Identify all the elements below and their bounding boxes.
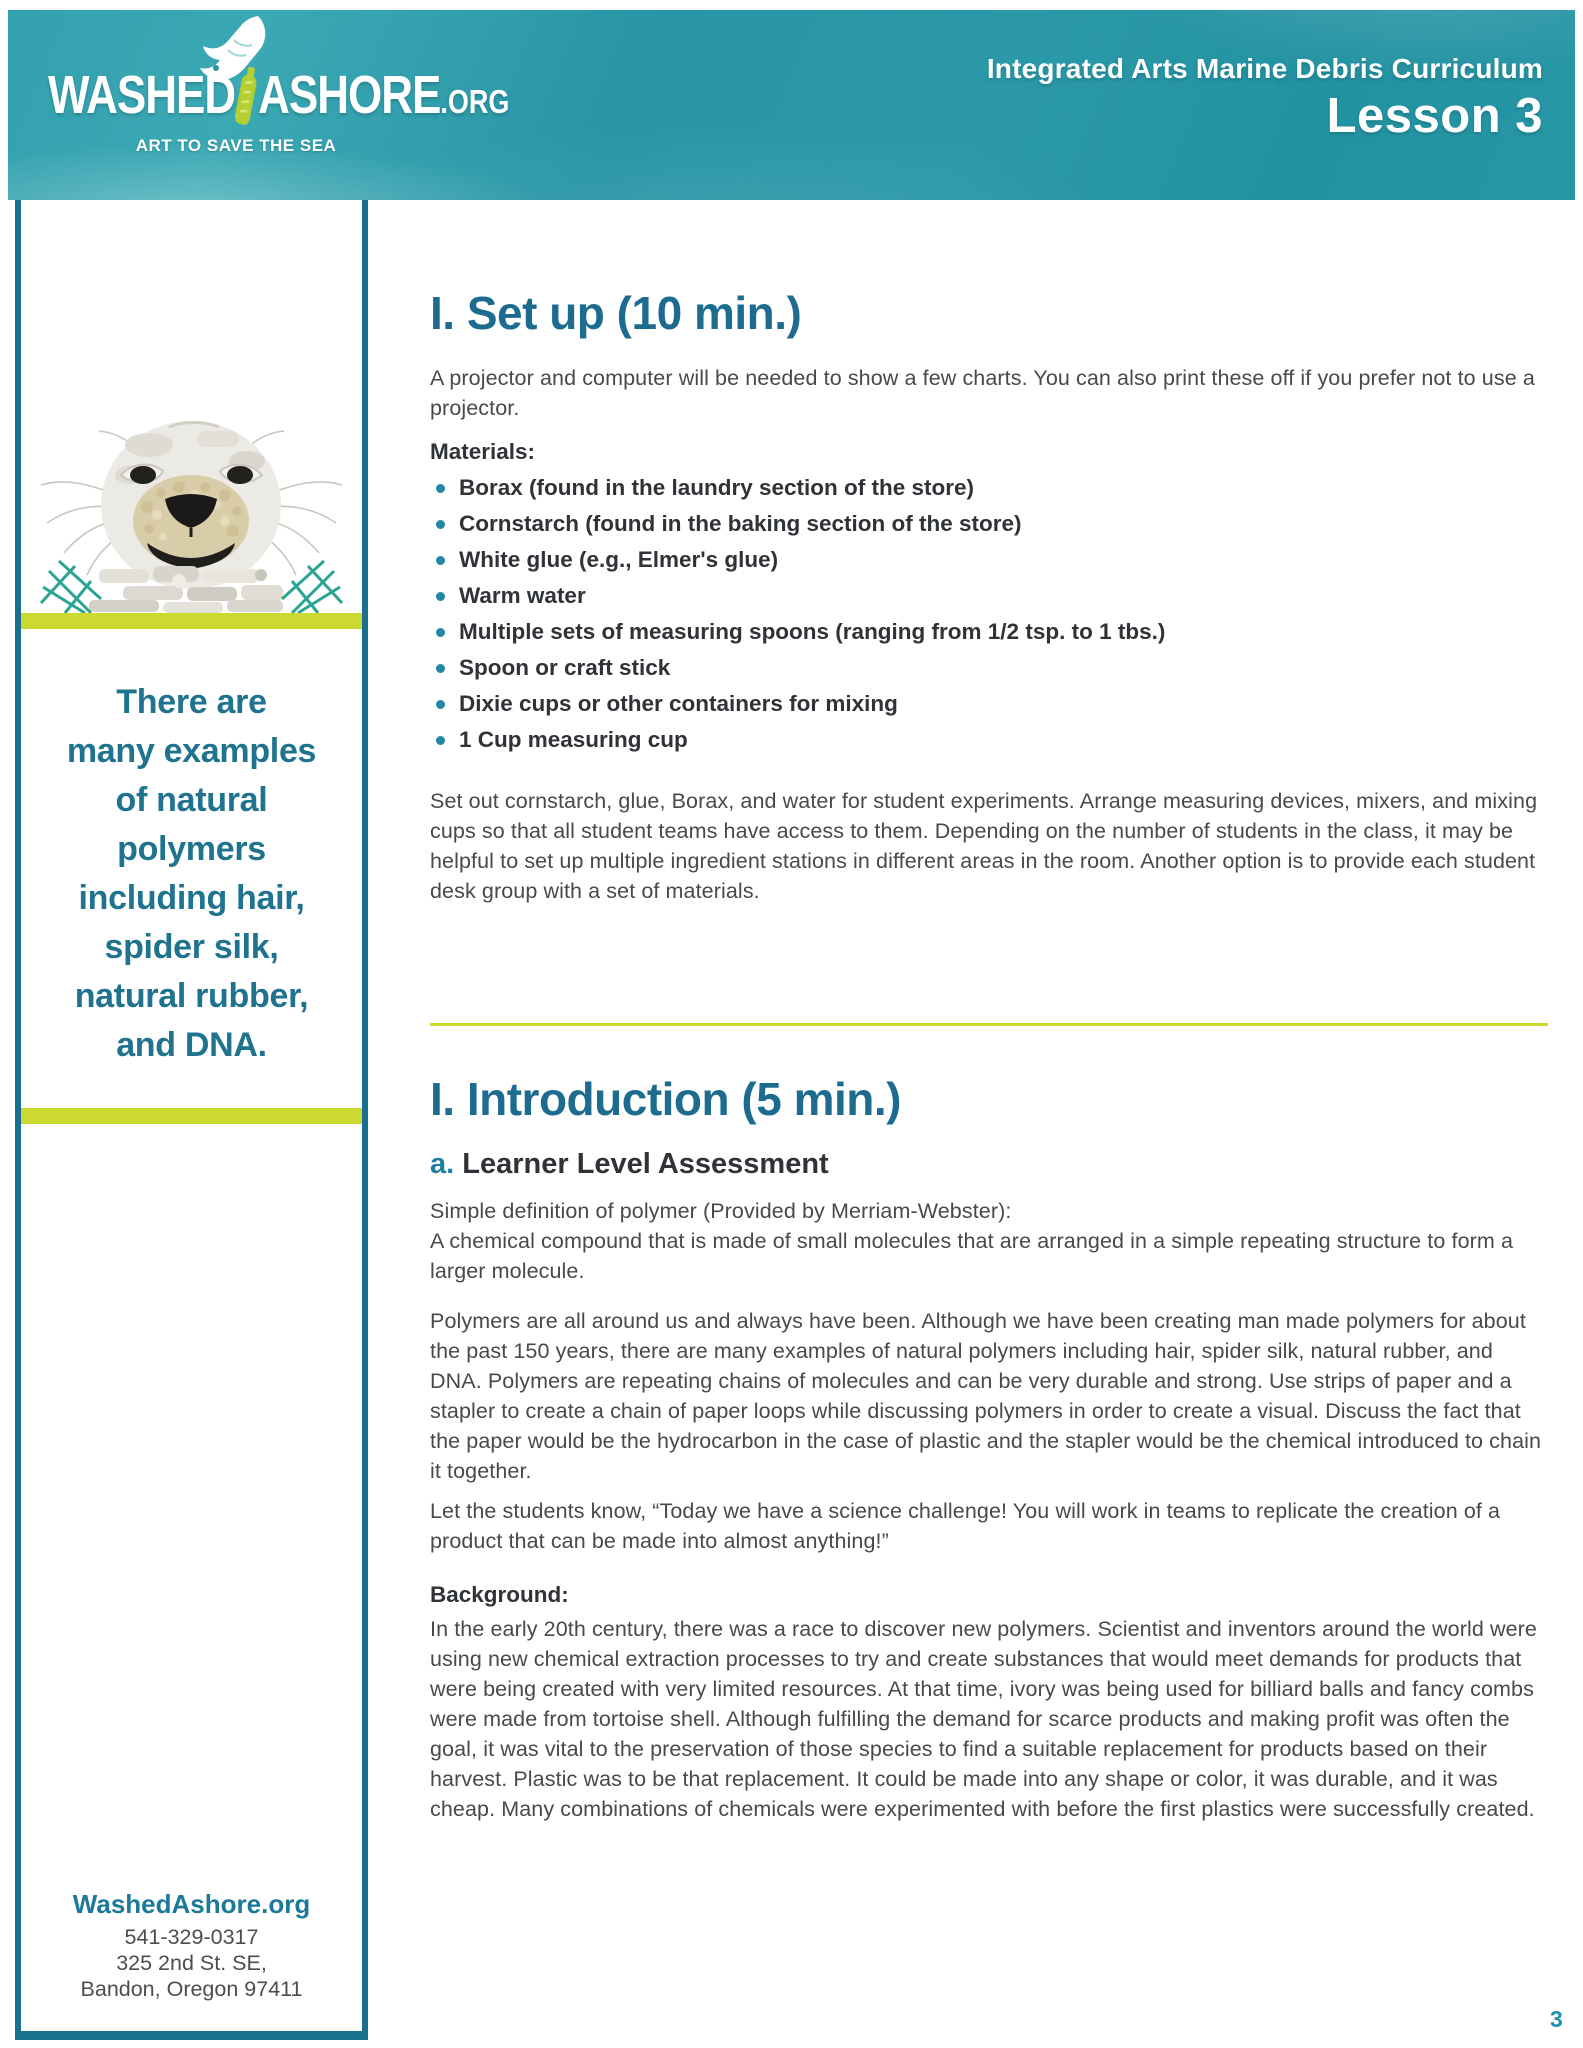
page-number: 3 bbox=[1550, 2006, 1563, 2032]
list-item-label: Multiple sets of measuring spoons (ranging from 1/2 tsp. to 1 tbs.) bbox=[459, 619, 1166, 644]
materials-list bbox=[430, 476, 1548, 764]
polymers-paragraph: Polymers are all around us and always have been. Although we have been creating man made polymers for about the past 150 years, there are many examples of natural polymers including hair, spider silk, natural rubber, and DNA. Polymers are repeating chains of molecules and can be very durable and strong. Use strips of paper and a stapler to create a chain of paper loops while discussing polymers in order to create a visual. Discuss the fact that the paper would be the hydrocarbon in the case of plastic and the stapler would be the chemical introduced to chain it together. bbox=[430, 1309, 1542, 1483]
list-item-label: Dixie cups or other containers for mixing bbox=[459, 691, 898, 716]
bullet-icon bbox=[436, 484, 445, 493]
materials-label: Materials: bbox=[430, 439, 536, 464]
quote-line: There are bbox=[116, 683, 267, 721]
quote-line: natural rubber, bbox=[74, 977, 309, 1015]
list-item-label: Cornstarch (found in the baking section of the store) bbox=[459, 511, 1022, 536]
subheading-title: Learner Level Assessment bbox=[462, 1148, 829, 1180]
challenge-paragraph: Let the students know, “Today we have a science challenge! You will work in teams to replicate the creation of a product that can be made into almost anything!” bbox=[430, 1499, 1501, 1553]
logo-tagline: ART TO SAVE THE SEA bbox=[135, 136, 337, 155]
introduction-section-heading: I. Introduction (5 min.) bbox=[430, 1073, 901, 1125]
bullet-icon bbox=[436, 556, 445, 565]
definition-body: A chemical compound that is made of small molecules that are arranged in a simple repeating structure to form a larger molecule. bbox=[430, 1229, 1514, 1283]
setup-intro-paragraph: A projector and computer will be needed to show a few charts. You can also print these off if you prefer not to use a projector. bbox=[430, 366, 1535, 420]
list-item bbox=[430, 656, 1548, 680]
bullet-icon bbox=[436, 628, 445, 637]
bottle-icon bbox=[232, 65, 261, 127]
bullet-icon bbox=[436, 520, 445, 529]
main-content bbox=[430, 0, 1548, 2048]
bullet-icon bbox=[436, 736, 445, 745]
setup-arrangement-paragraph: Set out cornstarch, glue, Borax, and water for student experiments. Arrange measuring devices, mixers, and mixing cups so that all student teams have access to them. Depending on the number of students in the class, it may be helpful to set up multiple ingredient stations in different areas in the room. Another option is to provide each student desk group with a set of materials. bbox=[430, 789, 1538, 903]
setup-section-heading: I. Set up (10 min.) bbox=[430, 287, 802, 339]
list-item-label: 1 Cup measuring cup bbox=[459, 727, 688, 752]
list-item-label: White glue (e.g., Elmer's glue) bbox=[459, 547, 779, 572]
wordmark-left: WASHED bbox=[48, 65, 236, 125]
bullet-icon bbox=[436, 592, 445, 601]
quote-line: including hair, bbox=[78, 879, 305, 917]
sidebar bbox=[15, 200, 368, 2040]
footer-address-line2: Bandon, Oregon 97411 bbox=[80, 1977, 303, 2001]
accent-bar-bottom bbox=[21, 1108, 362, 1124]
wordmark-tld: .ORG bbox=[440, 83, 510, 121]
accent-bar-top bbox=[21, 613, 362, 629]
list-item bbox=[430, 476, 1548, 500]
list-item-label: Warm water bbox=[459, 583, 586, 608]
background-paragraph: In the early 20th century, there was a race to discover new polymers. Scientist and inventors around the world were using new chemical extraction processes to try and create substances that would meet demands for products that were being created with very limited resources. At that time, ivory was being used for billiard balls and fancy combs were made from tortoise shell. Although fulfilling the demand for scarce products and making profit was often the goal, it was vital to the preservation of those species to find a suitable replacement for products based on their harvest. Plastic was to be that replacement. It could be made into any shape or color, it was durable, and it was cheap. Many combinations of chemicals were experimented with before the first plastics were successfully created. bbox=[430, 1617, 1537, 1821]
quote-line: many examples bbox=[66, 732, 317, 770]
curriculum-title: Integrated Arts Marine Debris Curriculum bbox=[986, 53, 1543, 84]
sidebar-quote bbox=[25, 678, 358, 1070]
quote-line: polymers bbox=[117, 830, 266, 868]
list-item bbox=[430, 620, 1548, 644]
definition-paragraph bbox=[430, 1196, 1548, 1286]
quote-line: of natural bbox=[115, 781, 268, 819]
list-item bbox=[430, 584, 1548, 608]
list-item bbox=[430, 548, 1548, 572]
list-item bbox=[430, 692, 1548, 716]
footer-phone: 541-329-0317 bbox=[124, 1925, 259, 1949]
footer-website: WashedAshore.org bbox=[72, 1889, 311, 1919]
subheading-letter: a. bbox=[430, 1148, 455, 1180]
washed-ashore-logo bbox=[38, 10, 510, 200]
list-item-label: Spoon or craft stick bbox=[459, 655, 671, 680]
list-item bbox=[430, 728, 1548, 752]
definition-lead: Simple definition of polymer (Provided by Merriam-Webster): bbox=[430, 1199, 1012, 1223]
bullet-icon bbox=[436, 664, 445, 673]
learner-level-subheading bbox=[430, 1146, 1548, 1182]
sidebar-footer bbox=[21, 1888, 362, 2002]
section-divider bbox=[430, 1023, 1548, 1026]
seal-sculpture-photo bbox=[29, 403, 354, 613]
quote-line: spider silk, bbox=[104, 928, 279, 966]
wordmark-right: ASHORE bbox=[258, 65, 441, 125]
footer-address-line1: 325 2nd St. SE, bbox=[116, 1951, 267, 1975]
list-item-label: Borax (found in the laundry section of the store) bbox=[459, 475, 975, 500]
lesson-label: Lesson 3 bbox=[1326, 89, 1543, 143]
background-label: Background: bbox=[430, 1582, 569, 1607]
list-item bbox=[430, 512, 1548, 536]
bullet-icon bbox=[436, 700, 445, 709]
quote-line: and DNA. bbox=[116, 1026, 267, 1064]
